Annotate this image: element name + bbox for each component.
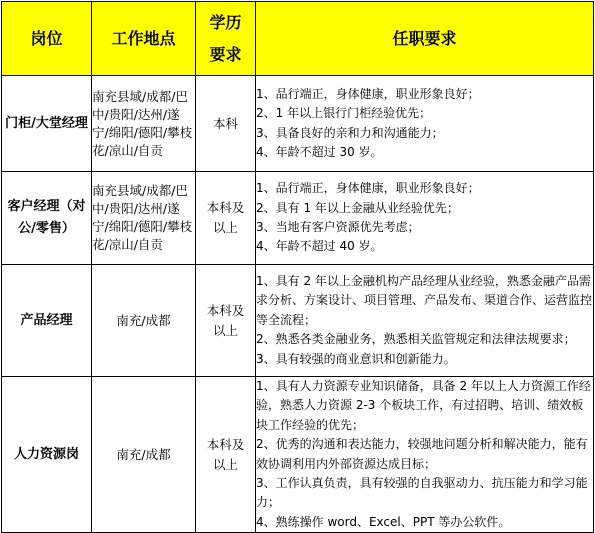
education-cell: 本科及以上 bbox=[196, 172, 256, 265]
position-cell: 产品经理 bbox=[2, 265, 92, 377]
requirement-item: 1、具有 2 年以上金融机构产品经理从业经验，熟悉金融产品需求分析、方案设计、项目管理、产品发布、渠道合作、运营监控等全流程； bbox=[256, 273, 593, 327]
education-cell: 本科及以上 bbox=[196, 265, 256, 377]
table-row bbox=[2, 76, 594, 172]
position-cell: 门柜/大堂经理 bbox=[2, 76, 92, 172]
location-cell: 南充/成都 bbox=[92, 377, 196, 533]
position-cell: 客户经理（对公/零售） bbox=[2, 172, 92, 265]
header-education: 学历要求 bbox=[196, 2, 256, 76]
requirement-item: 1、具有人力资源专业知识储备，具备 2 年以上人力资源工作经验，熟悉人力资源 2-3 个板块工作，有过招聘、培训、绩效板块工作经验的优先； bbox=[256, 379, 591, 432]
requirements-cell bbox=[256, 172, 594, 265]
requirement-item: 1、品行端正，身体健康，职业形象良好； bbox=[256, 181, 480, 196]
requirement-item: 2、具有 1 年以上金融从业经验优先； bbox=[256, 200, 459, 215]
requirements-cell bbox=[256, 377, 594, 533]
requirement-item: 3、工作认真负责，具有较强的自我驱动力、抗压能力和学习能力； bbox=[256, 476, 588, 510]
position-cell: 人力资源岗 bbox=[2, 377, 92, 533]
education-cell: 本科 bbox=[196, 76, 256, 172]
requirement-item: 2、熟悉各类金融业务，熟悉相关监管规定和法律法规要求； bbox=[256, 332, 576, 347]
location-cell: 南充/成都 bbox=[92, 265, 196, 377]
requirement-item: 1、品行端正，身体健康，职业形象良好； bbox=[256, 86, 480, 101]
requirements-cell bbox=[256, 76, 594, 172]
requirement-item: 4、年龄不超过 40 岁。 bbox=[256, 239, 383, 254]
header-position: 岗位 bbox=[2, 2, 92, 76]
requirement-item: 2、优秀的沟通和表达能力，较强地问题分析和解决能力，能有效协调利用内外部资源达成目标； bbox=[256, 437, 588, 471]
education-cell: 本科及以上 bbox=[196, 377, 256, 533]
requirements-cell bbox=[256, 265, 594, 377]
requirement-item: 4、年龄不超过 30 岁。 bbox=[256, 144, 383, 159]
location-cell: 南充县域/成都/巴中/贵阳/达州/遂宁/绵阳/德阳/攀枝花/凉山/自贡 bbox=[92, 76, 196, 172]
requirement-item: 3、当地有客户资源优先考虑； bbox=[256, 220, 420, 234]
table-row bbox=[2, 172, 594, 265]
location-cell: 南充县域/成都/巴中/贵阳/达州/遂宁/绵阳/德阳/攀枝花/凉山/自贡 bbox=[92, 172, 196, 265]
requirement-item: 2、1 年以上银行门柜经验优先； bbox=[256, 106, 432, 121]
header-requirements: 任职要求 bbox=[256, 2, 594, 76]
requirement-item: 3、具有较强的商业意识和创新能力。 bbox=[256, 351, 456, 366]
requirement-item: 3、具备良好的亲和力和沟通能力； bbox=[256, 125, 444, 140]
header-location: 工作地点 bbox=[92, 2, 196, 76]
job-table bbox=[1, 1, 594, 533]
requirement-item: 4、熟练操作 word、Excel、PPT 等办公软件。 bbox=[256, 514, 511, 529]
table-row bbox=[2, 265, 594, 377]
header-row bbox=[2, 2, 594, 76]
table-row bbox=[2, 377, 594, 533]
